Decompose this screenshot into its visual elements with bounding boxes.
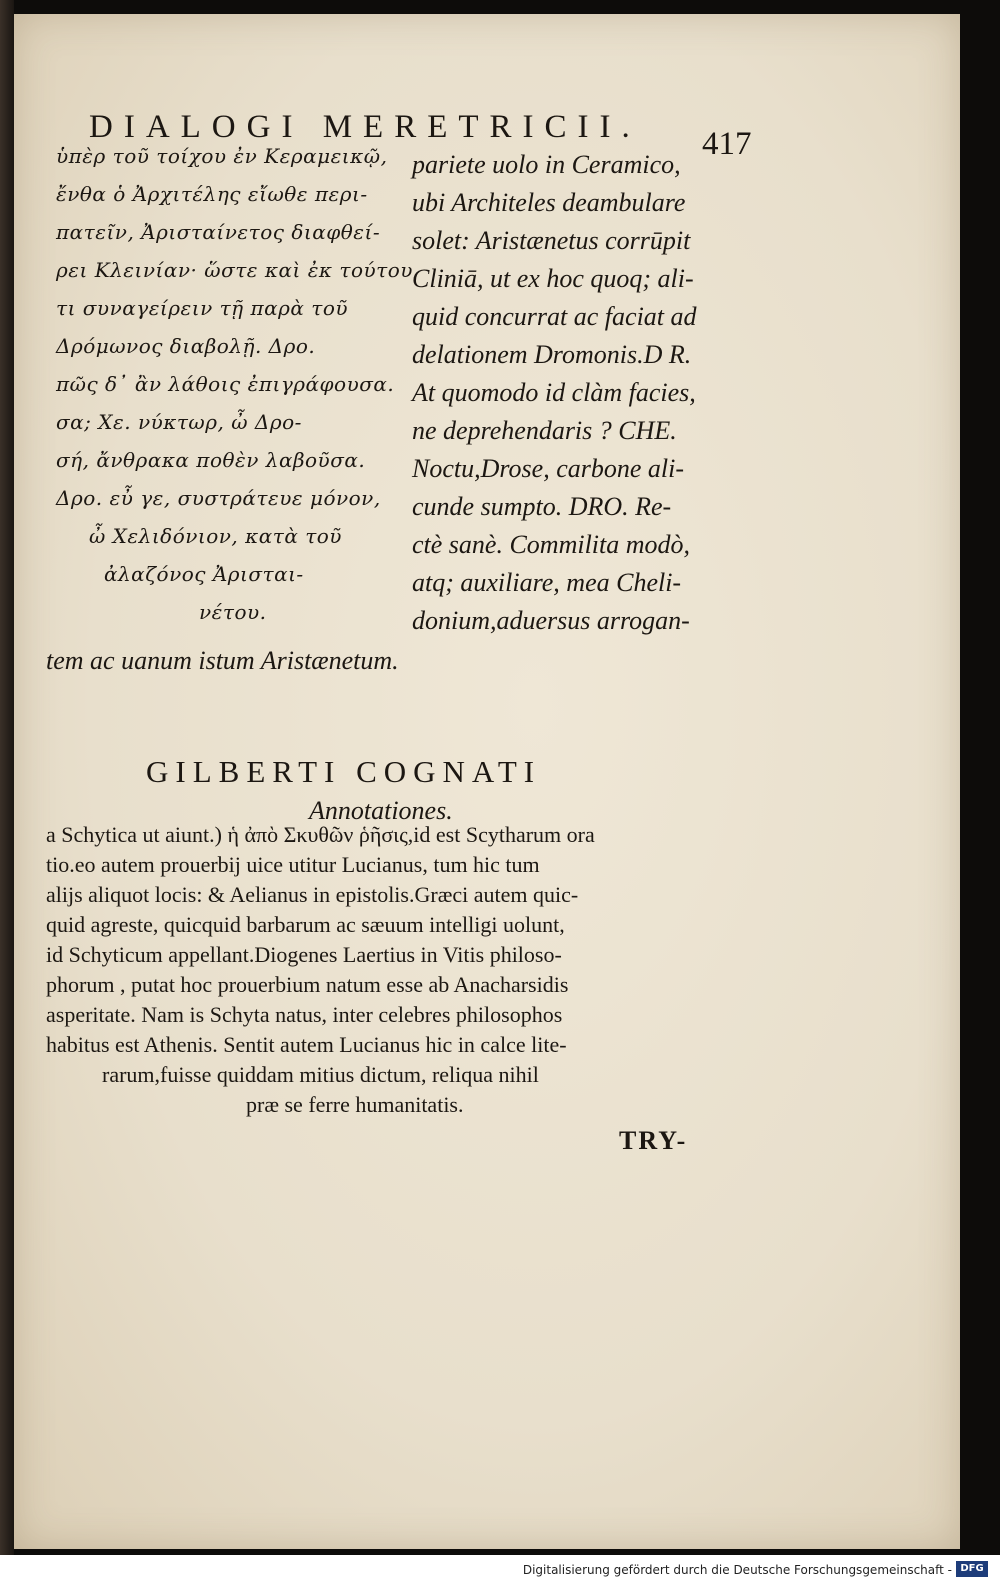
greek-line: τι συναγείρειν τῇ παρὰ τοῦ: [56, 296, 349, 320]
greek-line: νέτου.: [199, 600, 267, 624]
latin-line: ubi Architeles deambulare: [412, 188, 686, 217]
annotation-line: asperitate. Nam is Schyta natus, inter celebres philosophos: [46, 1002, 563, 1027]
greek-line: Δρο. εὖ γε, συστράτευε μόνον,: [56, 486, 381, 510]
latin-line: ctè sanè. Commilita modò,: [412, 530, 691, 559]
greek-line: ἀλαζόνος Ἀρισται-: [104, 562, 304, 586]
greek-line: ὑπὲρ τοῦ τοίχου ἐν Κεραμεικῷ,: [56, 144, 388, 168]
dfg-logo: DFG: [956, 1561, 988, 1577]
annotation-line: præ se ferre humanitatis.: [246, 1092, 464, 1117]
greek-line: σή, ἄνθρακα ποθὲν λαβοῦσα.: [56, 448, 366, 472]
annotation-line: alijs aliquot locis: & Aelianus in epistolis.Græci autem quic-: [46, 882, 579, 907]
greek-line: Δρόμωνος διαβολῇ. Δρο.: [56, 334, 316, 358]
page-number: 417: [702, 126, 752, 162]
latin-line: Cliniā, ut ex hoc quoq; ali-: [412, 264, 694, 293]
section-title: GILBERTI COGNATI: [146, 754, 542, 789]
section-subtitle: Annotationes.: [309, 796, 453, 825]
annotation-line: tio.eo autem prouerbij uice utitur Lucianus, tum hic tum: [46, 852, 540, 877]
annotation-line: habitus est Athenis. Sentit autem Lucianus hic in calce lite-: [46, 1032, 567, 1057]
latin-line: pariete uolo in Ceramico,: [412, 150, 681, 179]
greek-line: πῶς δ᾽ ἂν λάθοις ἐπιγράφουσα.: [56, 372, 395, 396]
latin-closing-line: tem ac uanum istum Aristænetum.: [46, 646, 399, 675]
latin-line: ne deprehendaris ? CHE.: [412, 416, 677, 445]
latin-line: Noctu,Drose, carbone ali-: [412, 454, 684, 483]
latin-line: delationem Dromonis.D R.: [412, 340, 692, 369]
annotation-line: rarum,fuisse quiddam mitius dictum, reliqua nihil: [102, 1062, 539, 1087]
latin-line: donium,aduersus arrogan-: [412, 606, 690, 635]
latin-line: atq; auxiliare, mea Cheli-: [412, 568, 682, 597]
annotation-line: phorum , putat hoc prouerbium natum esse ab Anacharsidis: [46, 972, 569, 997]
running-header: DIALOGI MERETRICII.: [89, 109, 641, 145]
greek-line: ὦ Χελιδόνιον, κατὰ τοῦ: [89, 524, 342, 548]
latin-line: solet: Aristænetus corrūpit: [412, 226, 691, 255]
greek-line: πατεῖν, Ἀρισταίνετος διαφθεί-: [56, 220, 381, 244]
annotation-line: a Schytica ut aiunt.) ἡ ἀπὸ Σκυθῶν ῥῆσις,id est Scytharum ora: [46, 822, 595, 847]
book-spine: [0, 0, 14, 1555]
book-page: [14, 14, 960, 1549]
latin-line: At quomodo id clàm facies,: [412, 378, 696, 407]
latin-line: cunde sumpto. DRO. Re-: [412, 492, 672, 521]
annotation-line: quid agreste, quicquid barbarum ac sæuum intelligi uolunt,: [46, 912, 565, 937]
catchword: TRY-: [619, 1126, 688, 1155]
greek-line: σα; Χε. νύκτωρ, ὦ Δρο-: [56, 410, 302, 434]
annotation-line: id Schyticum appellant.Diogenes Laertius in Vitis philoso-: [46, 942, 562, 967]
funding-credit: Digitalisierung gefördert durch die Deutsche Forschungsgemeinschaft -: [522, 1563, 952, 1577]
greek-line: ἔνθα ὁ Ἀρχιτέλης εἴωθε περι-: [56, 182, 368, 206]
latin-line: quid concurrat ac faciat ad: [412, 302, 697, 331]
greek-line: ρει Κλεινίαν· ὥστε καὶ ἐκ τούτου: [56, 258, 413, 282]
